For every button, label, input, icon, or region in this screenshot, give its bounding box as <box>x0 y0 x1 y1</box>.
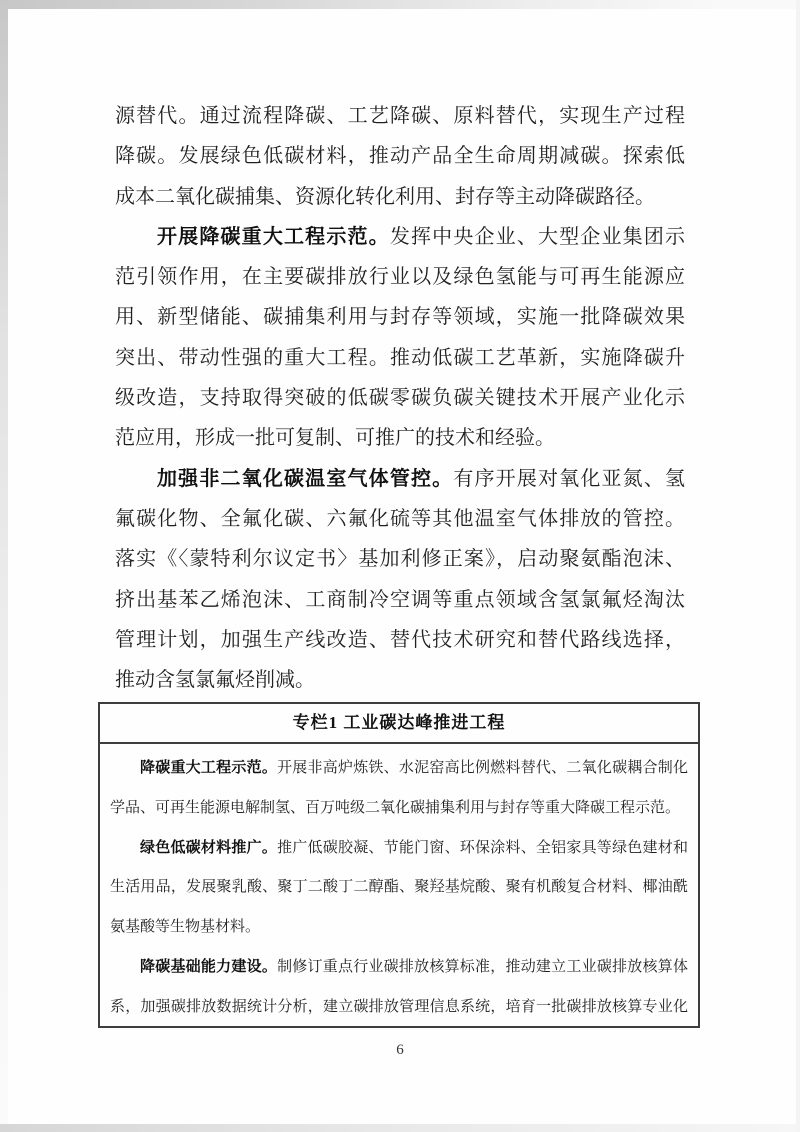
text-line: 绿色低碳材料推广。推广低碳胶凝、节能门窗、环保涂料、全铝家具等绿色建材和 <box>140 839 688 856</box>
text-line: 系，加强碳排放数据统计分析，建立碳排放管理信息系统，培育一批碳排放核算专业化 <box>110 998 688 1015</box>
scan-edge-bottom <box>0 1124 800 1132</box>
text-line: 范引领作用，在主要碳排放行业以及绿色氢能与可再生能源应 <box>115 266 685 289</box>
text-line: 开展降碳重大工程示范。发挥中央企业、大型企业集团示 <box>157 225 686 248</box>
text-line: 用、新型储能、碳捕集利用与封存等领域，实施一批降碳效果 <box>115 306 685 329</box>
text-line: 降碳。发展绿色低碳材料，推动产品全生命周期减碳。探索低 <box>115 145 685 168</box>
text-line: 学品、可再生能源电解制氢、百万吨级二氧化碳捕集利用与封存等重大降碳工程示范。 <box>110 799 681 816</box>
body-text <box>115 96 685 700</box>
callout-box-body <box>100 744 698 1028</box>
text-line: 氟碳化物、全氟化碳、六氟化硫等其他温室气体排放的管控。 <box>115 507 685 530</box>
text-line: 氨基酸等生物基材料。 <box>110 919 261 936</box>
scan-edge-left <box>0 0 8 1132</box>
paragraph-lead: 降碳基础能力建设。 <box>140 958 278 975</box>
text-line: 降碳基础能力建设。制修订重点行业碳排放核算标准，推动建立工业碳排放核算体 <box>140 958 688 975</box>
text-line: 挤出基苯乙烯泡沫、工商制冷空调等重点领域含氢氯氟烃淘汰 <box>115 588 685 611</box>
paragraph-lead: 加强非二氧化碳温室气体管控。 <box>157 467 454 490</box>
paragraph-lead: 开展降碳重大工程示范。 <box>157 225 390 248</box>
text-line: 加强非二氧化碳温室气体管控。有序开展对氧化亚氮、氢 <box>157 467 686 490</box>
text-line: 生活用品，发展聚乳酸、聚丁二酸丁二醇酯、聚羟基烷酸、聚有机酸复合材料、椰油酰 <box>110 879 688 896</box>
scan-edge-top <box>0 0 800 9</box>
text-line: 范应用，形成一批可复制、可推广的技术和经验。 <box>115 427 555 450</box>
text-line: 降碳重大工程示范。开展非高炉炼铁、水泥窑高比例燃料替代、二氧化碳耦合制化 <box>140 760 688 776</box>
callout-box-title: 专栏1 工业碳达峰推进工程 <box>100 704 698 744</box>
page-number: 6 <box>396 1042 404 1058</box>
paragraph-lead: 绿色低碳材料推广。 <box>140 839 278 856</box>
paragraph-lead: 降碳重大工程示范。 <box>140 760 278 776</box>
scan-edge-right <box>796 0 800 1132</box>
callout-box <box>98 702 700 1028</box>
text-line: 推动含氢氯氟烃削减。 <box>115 669 315 692</box>
text-line: 源替代。通过流程降碳、工艺降碳、原料替代，实现生产过程 <box>115 105 685 127</box>
text-line: 成本二氧化碳捕集、资源化转化利用、封存等主动降碳路径。 <box>115 185 655 208</box>
text-line: 落实《〈蒙特利尔议定书〉基加利修正案》，启动聚氨酯泡沫、 <box>115 548 685 571</box>
text-line: 管理计划，加强生产线改造、替代技术研究和替代路线选择， <box>115 628 685 651</box>
text-line: 突出、带动性强的重大工程。推动低碳工艺革新，实施降碳升 <box>115 346 685 369</box>
text-line: 级改造，支持取得突破的低碳零碳负碳关键技术开展产业化示 <box>115 387 685 410</box>
